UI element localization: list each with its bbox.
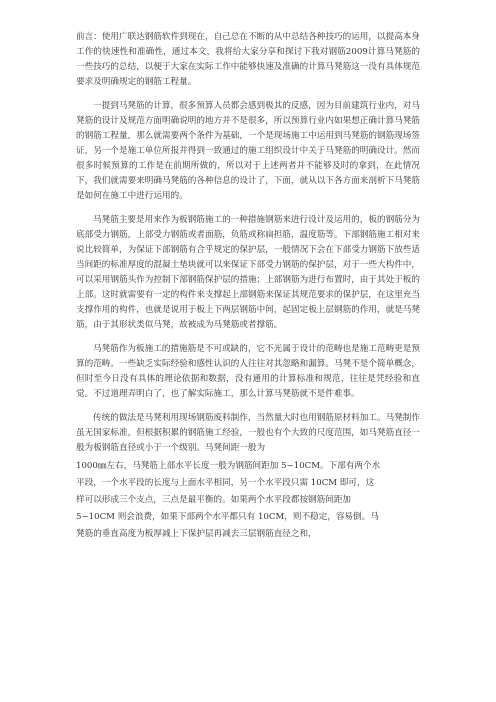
text-line: 凳筋的垂直高度为板厚减上下保护层再减去三层钢筋直径之和， bbox=[76, 529, 317, 539]
text-line: 5~10CM 则会浪费，如果下部两个水平都只有 10CM，则不稳定，容易倒。马 bbox=[76, 512, 379, 522]
body-paragraph-2: 马凳筋主要是用来作为板钢筋施工的一种措施钢筋来进行设计及运用的，板的钢筋分为底部受力钢筋，上部受力钢筋或者面筋，负筋或称扁担筋，温度筋等。下部钢筋施工相对来说比较简单，为保证下部钢筋有合乎规定的保护层，一般情况下会在下部受力钢筋下放些适当间距的标准厚度的混凝土垫块就可以来保证下部受力钢筋的保护层，对于一些大构件中，可以采用钢筋头作为控制下部钢筋保护层的措施；上部钢筋为进行布置时，由于其处于板的上部。这时就需要有一定的构件来支撑起上部钢筋来保证其规范要求的保护层，在这里充当支撑作用的构件，也就是说用于板上下两层钢筋中间，起固定板上层钢筋的作用，就是马凳筋，由于其形状类似马凳，故被成为马凳筋或者撑筋。 bbox=[76, 215, 420, 330]
body-paragraph-4: 传统的做法是马凳利用现场钢筋废料制作，当然量大时也用钢筋原材料加工。马凳制作虽无国家标准，但根据积累的钢筋施工经验，一般也有个大致的尺度范围，如马凳筋直径一般为板钢筋直径或小于一个级别。马凳间距一般为 bbox=[76, 413, 420, 453]
document-page bbox=[76, 30, 420, 543]
continuation-lines bbox=[76, 458, 420, 543]
preface-paragraph: 前言：使用广联达钢筋软件到现在，自己总在不断的从中总结各种技巧的运用，以提高本身工作的快速性和准确性，通过本文，我将给大家分享和探讨下我对钢筋2009计算马凳筋的一些技巧的总结，以便于大家在实际工作中能够快速及准确的计算马凳筋这一没有具体规范要求及明确规定的钢筋工程量。 bbox=[76, 32, 420, 87]
text-line: 1000㎜左右，马凳筋上部水平长度一般为钢筋间距加 5~10CM。下部有两个水 bbox=[76, 461, 381, 471]
body-paragraph-1: 一提到马凳筋的计算，很多预算人员都会感到极其的反感，因为目前建筑行业内，对马凳筋的设计及规范方面明确说明的地方并不是很多，所以预算行业内如果想正确计算马凳筋的钢筋工程量，那么就需要两个条件为基础，一个是现场施工中运用到马凳筋的钢筋现场签证，另一个是施工单位所报并得到一致通过的施工组织设计中关于马凳筋的明确设计。然而很多时候预算的工作是在前期所做的，所以对于上述两者并不能够及时的拿到，在此情况下，我们就需要来明确马凳筋的各种信息的设计了，下面，就从以下各方面来剖析下马凳筋是如何在施工中进行运用的。 bbox=[76, 101, 420, 201]
text-line: 样可以形成三个支点，三点是最平衡的。如果两个水平段都按钢筋间距加 bbox=[76, 495, 352, 505]
text-line: 平段，一个水平段的长度与上面水平相同，另一个水平段只需 10CM 即可，这 bbox=[76, 478, 375, 488]
body-paragraph-3: 马凳筋作为板施工的措施筋是不可或缺的，它不光属于设计的范畴也是施工范畴更是预算的范畴。一些缺乏实际经验和感性认识的人往往对其忽略和漏算。马凳不是个简单概念，但时至今日没有具体的理论依据和数据，没有通用的计算标准和规范，往往是凭经验和直觉。不过道理弄明白了，也了解实际施工，那么计算马凳筋就不是件难事。 bbox=[76, 344, 420, 399]
